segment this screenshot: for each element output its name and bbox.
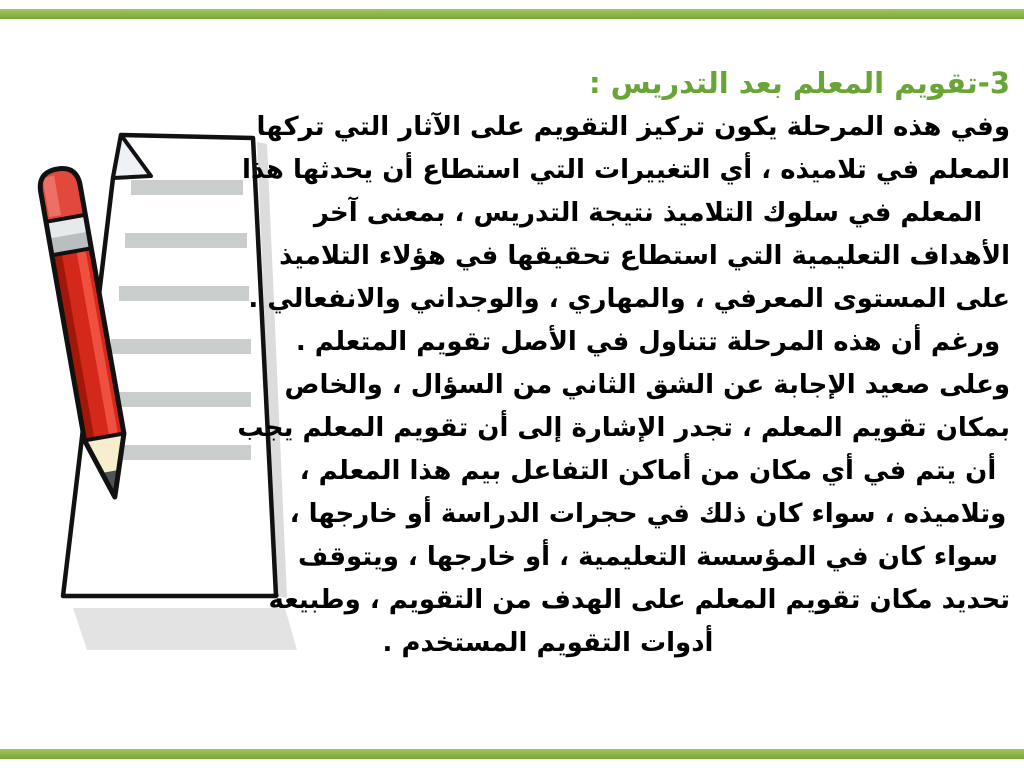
body-line: المعلم في سلوك التلاميذ نتيجة التدريس ، بمعنى آخر [313, 198, 983, 228]
body-line: الأهداف التعليمية التي استطاع تحقيقها في هؤلاء التلاميذ [279, 241, 1010, 271]
body-line: أن يتم في أي مكان من أماكن التفاعل بيم هذا المعلم ، [299, 456, 997, 486]
bottom-accent-bar [0, 749, 1024, 759]
body-line: وعلى صعيد الإجابة عن الشق الثاني من السؤال ، والخاص [284, 370, 1010, 400]
body-line: بمكان تقويم المعلم ، تجدر الإشارة إلى أن تقويم المعلم يجب [237, 413, 1010, 443]
body-line: ورغم أن هذه المرحلة تتناول في الأصل تقويم المتعلم . [295, 327, 1001, 357]
body-line: أدوات التقويم المستخدم . [382, 628, 714, 658]
slide-title: 3-تقويم المعلم بعد التدريس : [588, 66, 1010, 100]
body-line: المعلم في تلاميذه ، أي التغييرات التي استطاع أن يحدثها هذا [241, 155, 1010, 185]
body-line: وتلاميذه ، سواء كان ذلك في حجرات الدراسة أو خارجها ، [289, 499, 1007, 529]
slide-text-block [237, 60, 1010, 665]
body-line: وفي هذه المرحلة يكون تركيز التقويم على الآثار التي تركها [256, 112, 1010, 142]
body-line: على المستوى المعرفي ، والمهاري ، والوجداني والانفعالي . [248, 284, 1010, 314]
body-line: تحديد مكان تقويم المعلم على الهدف من التقويم ، وطبيعة [268, 585, 1010, 615]
body-line: سواء كان في المؤسسة التعليمية ، أو خارجها ، ويتوقف [298, 542, 998, 572]
top-accent-bar [0, 9, 1024, 19]
